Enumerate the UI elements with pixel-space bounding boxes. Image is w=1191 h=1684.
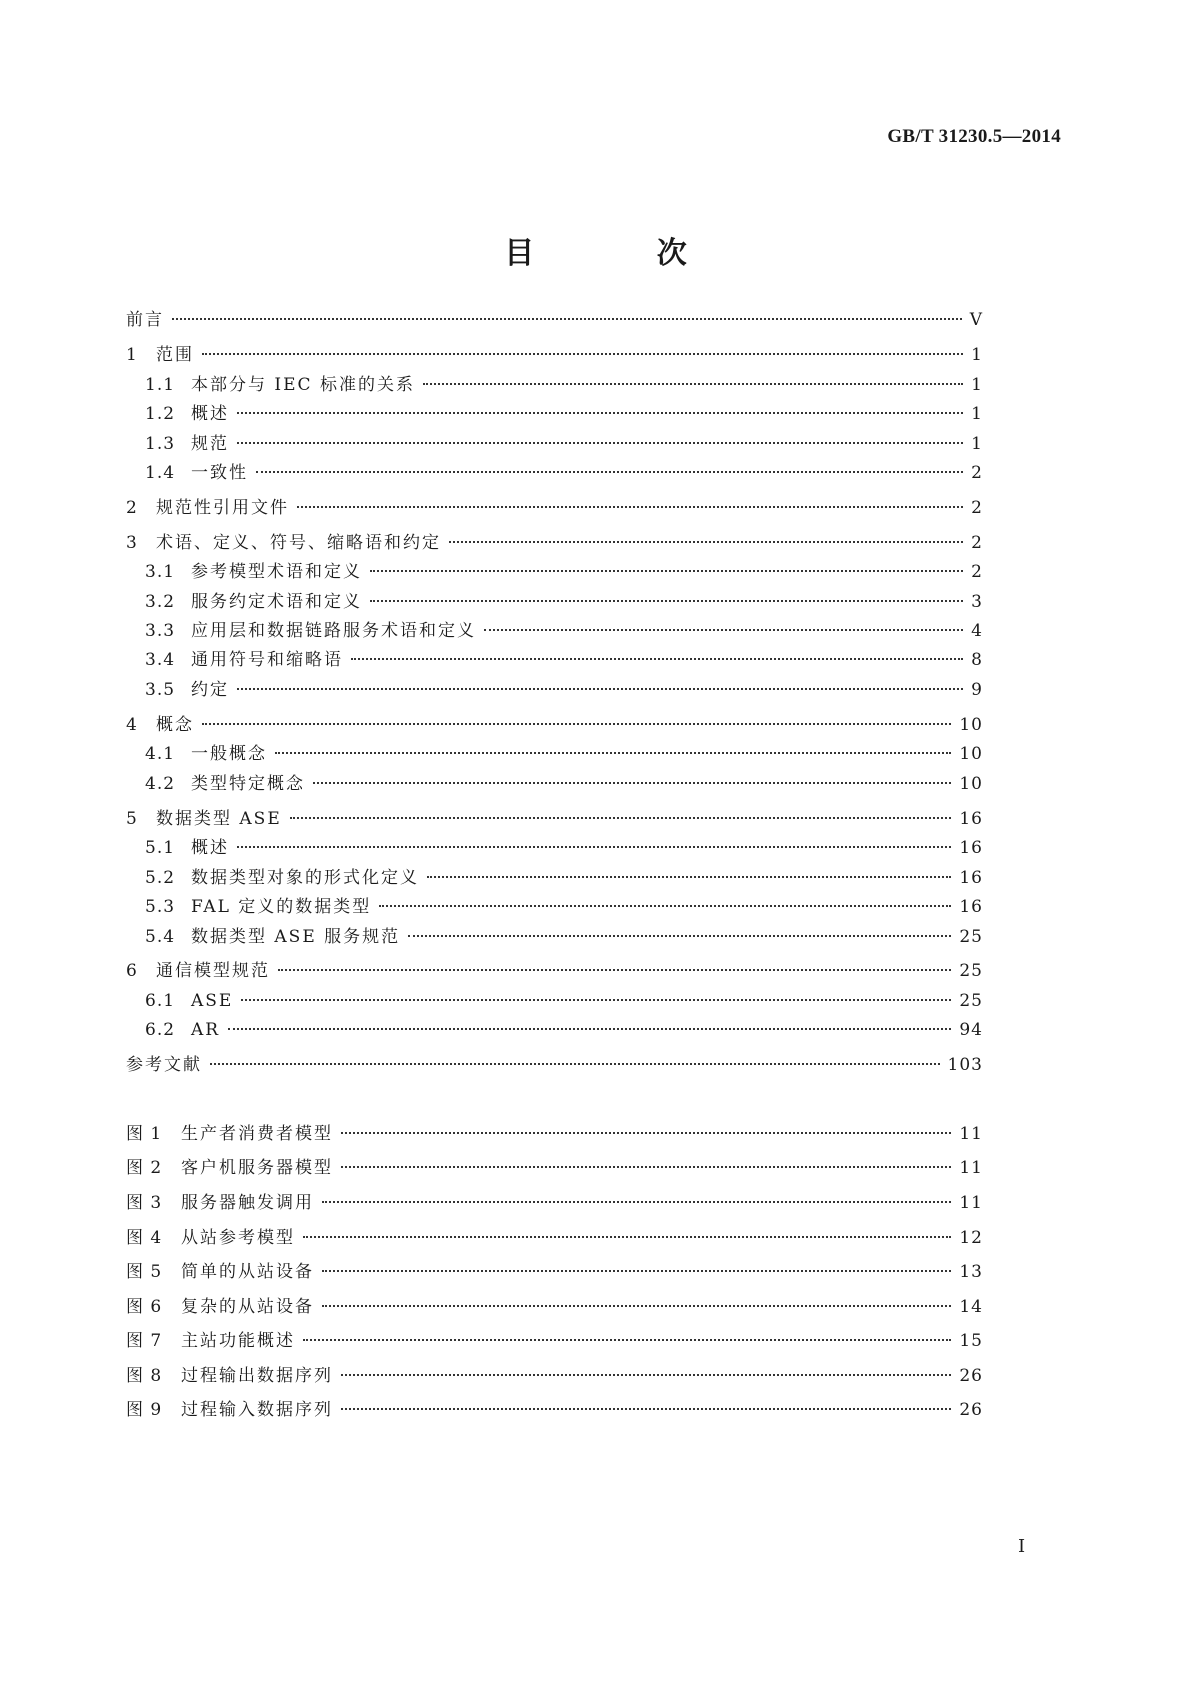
- leader-dots: [341, 1166, 951, 1168]
- section-title: 本部分与 IEC 标准的关系: [191, 375, 415, 395]
- toc-entry[interactable]: [145, 619, 983, 643]
- section-number: 6.1: [145, 991, 176, 1011]
- section-number: 3.3: [145, 621, 176, 641]
- section-number: 6: [126, 961, 138, 981]
- page-reference: V: [969, 310, 983, 330]
- figure-title: 客户机服务器模型: [181, 1158, 333, 1178]
- section-number: 5.1: [145, 838, 176, 858]
- toc-entry[interactable]: [145, 560, 983, 584]
- leader-dots: [484, 629, 963, 631]
- leader-dots: [370, 600, 963, 602]
- section-title: 一般概念: [191, 744, 267, 764]
- leader-dots: [351, 658, 963, 660]
- page-reference: 2: [971, 562, 983, 582]
- section-number: 3.4: [145, 650, 176, 670]
- section-title: 概述: [191, 838, 229, 858]
- section-title: FAL 定义的数据类型: [191, 897, 372, 917]
- page-reference: 25: [959, 961, 983, 981]
- section-title: 参考模型术语和定义: [191, 562, 362, 582]
- leader-dots: [290, 817, 952, 819]
- section-number: 5.3: [145, 897, 176, 917]
- figure-number: 图 9: [126, 1400, 163, 1420]
- figure-title: 复杂的从站设备: [181, 1297, 314, 1317]
- leader-dots: [341, 1132, 951, 1134]
- figure-title: 服务器触发调用: [181, 1193, 314, 1213]
- section-title: 术语、定义、符号、缩略语和约定: [156, 533, 441, 553]
- figure-entry[interactable]: [126, 1226, 983, 1250]
- toc-entry[interactable]: [145, 895, 983, 919]
- page-reference: 12: [959, 1228, 983, 1248]
- figure-entry[interactable]: [126, 1156, 983, 1180]
- leader-dots: [427, 876, 951, 878]
- leader-dots: [297, 506, 963, 508]
- leader-dots: [322, 1305, 951, 1307]
- page-reference: 16: [959, 809, 983, 829]
- toc-entry[interactable]: [145, 402, 983, 426]
- section-title: 类型特定概念: [191, 774, 305, 794]
- toc-entry[interactable]: [145, 678, 983, 702]
- section-title: 数据类型对象的形式化定义: [191, 868, 419, 888]
- figure-title: 从站参考模型: [181, 1228, 295, 1248]
- leader-dots: [379, 905, 951, 907]
- toc-entry[interactable]: [145, 1018, 983, 1042]
- page-reference: 2: [971, 463, 983, 483]
- leader-dots: [278, 969, 951, 971]
- leader-dots: [322, 1270, 951, 1272]
- page-reference: 25: [959, 991, 983, 1011]
- section-title: 数据类型 ASE 服务规范: [191, 927, 401, 947]
- toc-entry[interactable]: [126, 959, 983, 983]
- leader-dots: [408, 935, 951, 937]
- figure-number: 图 1: [126, 1124, 163, 1144]
- page-reference: 10: [959, 744, 983, 764]
- section-number: 4.2: [145, 774, 176, 794]
- section-title: 前言: [126, 310, 164, 330]
- page-reference: 13: [959, 1262, 983, 1282]
- page-reference: 16: [959, 868, 983, 888]
- page-reference: 11: [959, 1193, 983, 1213]
- page-reference: 14: [959, 1297, 983, 1317]
- figure-number: 图 3: [126, 1193, 163, 1213]
- page-reference: 11: [959, 1158, 983, 1178]
- leader-dots: [237, 846, 951, 848]
- page-reference: 1: [971, 434, 983, 454]
- toc-entry[interactable]: [145, 925, 983, 949]
- page-reference: 8: [971, 650, 983, 670]
- figure-title: 过程输入数据序列: [181, 1400, 333, 1420]
- leader-dots: [172, 318, 962, 320]
- section-title: 概念: [156, 715, 194, 735]
- figure-title: 简单的从站设备: [181, 1262, 314, 1282]
- section-number: 5: [126, 809, 138, 829]
- section-number: 3: [126, 533, 138, 553]
- section-number: 3.1: [145, 562, 176, 582]
- page-reference: 9: [971, 680, 983, 700]
- page-reference: 25: [959, 927, 983, 947]
- section-number: 6.2: [145, 1020, 176, 1040]
- figure-entry[interactable]: [126, 1398, 983, 1422]
- section-title: 通用符号和缩略语: [191, 650, 343, 670]
- page-reference: 10: [959, 774, 983, 794]
- leader-dots: [303, 1236, 951, 1238]
- toc-entry[interactable]: [126, 1053, 983, 1077]
- page-reference: 3: [971, 592, 983, 612]
- toc-entry[interactable]: [145, 836, 983, 860]
- section-title: 服务约定术语和定义: [191, 592, 362, 612]
- leader-dots: [237, 688, 963, 690]
- page-reference: 11: [959, 1124, 983, 1144]
- section-title: 规范: [191, 434, 229, 454]
- section-title: ASE: [191, 991, 234, 1011]
- figure-number: 图 7: [126, 1331, 163, 1351]
- figure-number: 图 6: [126, 1297, 163, 1317]
- page-reference: 10: [959, 715, 983, 735]
- page-reference: 103: [947, 1055, 983, 1075]
- section-number: 1.3: [145, 434, 176, 454]
- page-reference: 1: [971, 404, 983, 424]
- section-title: 通信模型规范: [156, 961, 270, 981]
- leader-dots: [275, 752, 951, 754]
- section-title: 数据类型 ASE: [156, 809, 282, 829]
- leader-dots: [241, 999, 951, 1001]
- figure-entry[interactable]: [126, 1364, 983, 1388]
- page-reference: 16: [959, 897, 983, 917]
- section-number: 1.4: [145, 463, 176, 483]
- page-reference: 1: [971, 345, 983, 365]
- toc-entry[interactable]: [126, 343, 983, 367]
- page-reference: 26: [959, 1366, 983, 1386]
- figure-number: 图 5: [126, 1262, 163, 1282]
- page-number: I: [1018, 1536, 1026, 1557]
- section-number: 3.5: [145, 680, 176, 700]
- toc-entry[interactable]: [145, 648, 983, 672]
- leader-dots: [303, 1339, 951, 1341]
- section-number: 4.1: [145, 744, 176, 764]
- toc-entry[interactable]: [145, 432, 983, 456]
- section-number: 1: [126, 345, 138, 365]
- section-title: 一致性: [191, 463, 248, 483]
- figure-entry[interactable]: [126, 1295, 983, 1319]
- section-title: 概述: [191, 404, 229, 424]
- section-title: 约定: [191, 680, 229, 700]
- figure-entry[interactable]: [126, 1122, 983, 1146]
- toc-entry[interactable]: [126, 531, 983, 555]
- toc-entry[interactable]: [126, 713, 983, 737]
- page-title: 目 次: [504, 236, 743, 271]
- toc-entry[interactable]: [126, 496, 983, 520]
- figure-entry[interactable]: [126, 1260, 983, 1284]
- page-reference: 1: [971, 375, 983, 395]
- leader-dots: [228, 1028, 951, 1030]
- page-reference: 2: [971, 533, 983, 553]
- section-number: 1.1: [145, 375, 176, 395]
- leader-dots: [449, 541, 963, 543]
- section-title: AR: [191, 1020, 221, 1040]
- section-number: 5.4: [145, 927, 176, 947]
- leader-dots: [341, 1408, 951, 1410]
- figure-entry[interactable]: [126, 1191, 983, 1215]
- section-title: 规范性引用文件: [156, 498, 289, 518]
- figure-number: 图 8: [126, 1366, 163, 1386]
- section-title: 参考文献: [126, 1055, 202, 1075]
- leader-dots: [341, 1374, 951, 1376]
- figure-title: 生产者消费者模型: [181, 1124, 333, 1144]
- leader-dots: [322, 1201, 951, 1203]
- toc-entry[interactable]: [145, 373, 983, 397]
- section-number: 4: [126, 715, 138, 735]
- leader-dots: [237, 442, 963, 444]
- toc-entry[interactable]: [145, 461, 983, 485]
- section-title: 范围: [156, 345, 194, 365]
- leader-dots: [202, 353, 963, 355]
- leader-dots: [370, 570, 963, 572]
- leader-dots: [237, 412, 963, 414]
- toc-entry[interactable]: [145, 772, 983, 796]
- toc-entry[interactable]: [145, 989, 983, 1013]
- section-number: 2: [126, 498, 138, 518]
- figure-title: 过程输出数据序列: [181, 1366, 333, 1386]
- leader-dots: [423, 383, 963, 385]
- section-number: 5.2: [145, 868, 176, 888]
- leader-dots: [210, 1063, 940, 1065]
- toc-entry[interactable]: [145, 742, 983, 766]
- toc-entry[interactable]: [145, 866, 983, 890]
- leader-dots: [256, 471, 963, 473]
- page-reference: 26: [959, 1400, 983, 1420]
- page-reference: 15: [959, 1331, 983, 1351]
- section-number: 3.2: [145, 592, 176, 612]
- leader-dots: [313, 782, 951, 784]
- figure-number: 图 4: [126, 1228, 163, 1248]
- toc-entry[interactable]: [145, 590, 983, 614]
- toc-entry[interactable]: [126, 308, 983, 332]
- figure-number: 图 2: [126, 1158, 163, 1178]
- section-number: 1.2: [145, 404, 176, 424]
- page-reference: 4: [971, 621, 983, 641]
- figure-entry[interactable]: [126, 1329, 983, 1353]
- standard-number: GB/T 31230.5—2014: [887, 126, 1061, 147]
- page-reference: 94: [959, 1020, 983, 1040]
- page-reference: 2: [971, 498, 983, 518]
- page-reference: 16: [959, 838, 983, 858]
- leader-dots: [202, 723, 951, 725]
- toc-entry[interactable]: [126, 807, 983, 831]
- section-title: 应用层和数据链路服务术语和定义: [191, 621, 476, 641]
- figure-title: 主站功能概述: [181, 1331, 295, 1351]
